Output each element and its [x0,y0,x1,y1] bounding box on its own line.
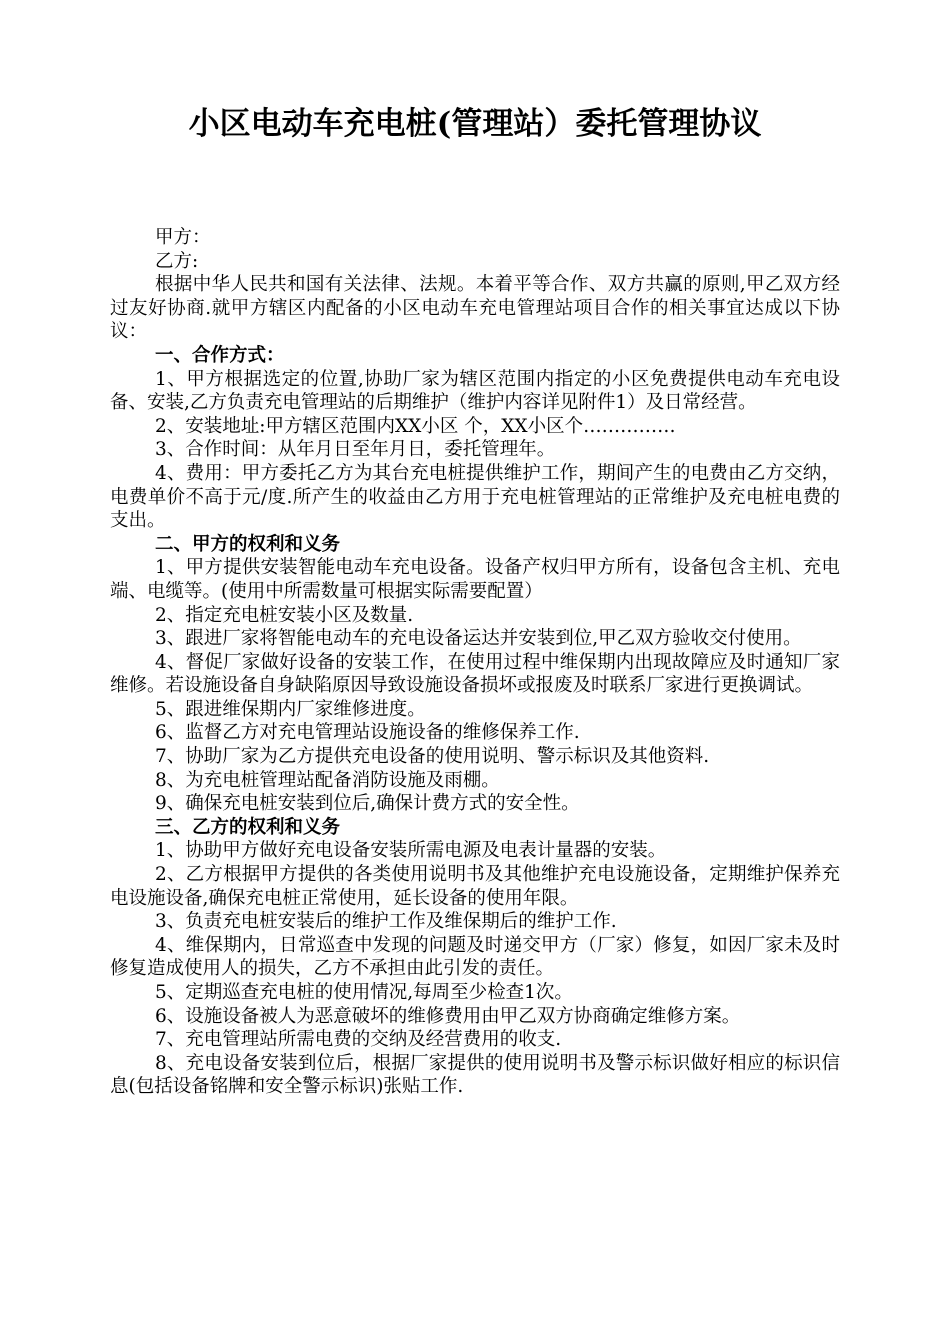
clause-paragraph: 2、乙方根据甲方提供的各类使用说明书及其他维护充电设施设备，定期维护保养充电设施设备,确保充电桩正常使用，延长设备的使用年限。 [110,864,840,909]
clause-paragraph: 2、指定充电桩安装小区及数量. [155,604,414,626]
clause-paragraph: 6、监督乙方对充电管理站设施设备的维修保养工作. [155,722,580,744]
section-heading-party-a: 二、甲方的权利和义务 [155,533,341,555]
document-title: 小区电动车充电桩(管理站）委托管理协议 [188,106,762,142]
clause-paragraph: 7、协助厂家为乙方提供充电设备的使用说明、警示标识及其他资料. [155,746,710,768]
clause-paragraph: 4、费用：甲方委托乙方为其台充电桩提供维护工作，期间产生的电费由乙方交纳，电费单价不高于元/度.所产生的收益由乙方用于充电桩管理站的正常维护及充电桩电费的支出。 [110,462,840,532]
clause-paragraph: 1、甲方根据选定的位置,协助厂家为辖区范围内指定的小区免费提供电动车充电设备、安装,乙方负责充电管理站的后期维护（维护内容详见附件1）及日常经营。 [110,368,840,414]
clause-paragraph: 1、协助甲方做好充电设备安装所需电源及电表计量器的安装。 [155,840,667,862]
clause-paragraph: 3、负责充电桩安装后的维护工作及维保期后的维护工作. [155,911,617,933]
section-heading-cooperation: 一、合作方式： [155,344,285,366]
clause-paragraph: 3、合作时间：从年月日至年月日，委托管理年。 [155,439,556,461]
clause-paragraph: 4、督促厂家做好设备的安装工作，在使用过程中维保期内出现故障应及时通知厂家维修。若设施设备自身缺陷原因导致设施设备损坏或报废及时联系厂家进行更换调试。 [110,651,840,697]
clause-paragraph: 5、定期巡查充电桩的使用情况,每周至少检查1次。 [155,982,573,1003]
party-a-line: 甲方： [155,227,211,248]
clause-paragraph: 8、为充电桩管理站配备消防设施及雨棚。 [155,769,500,791]
clause-paragraph: 4、维保期内，日常巡查中发现的问题及时递交甲方（厂家）修复，如因厂家未及时修复造成使用人的损失，乙方不承担由此引发的责任。 [110,934,840,980]
document-body [110,226,840,1099]
clause-paragraph: 6、设施设备被人为恶意破坏的维修费用由甲乙双方协商确定维修方案。 [155,1005,741,1027]
clause-paragraph: 8、充电设备安装到位后，根据厂家提供的使用说明书及警示标识做好相应的标识信息(包括设备铭牌和安全警示标识)张贴工作. [110,1052,840,1098]
preamble-paragraph: 根据中华人民共和国有关法律、法规。本着平等合作、双方共赢的原则,甲乙双方经过友好协商.就甲方辖区内配备的小区电动车充电管理站项目合作的相关事宜达成以下协议： [110,274,840,343]
clause-paragraph: 9、确保充电桩安装到位后,确保计费方式的安全性。 [155,793,580,815]
clause-paragraph: 2、安装地址:甲方辖区范围内XX小区 个，XX小区个…………… [155,415,676,437]
party-b-line: 乙方: [155,250,199,272]
clause-paragraph: 1、甲方提供安装智能电动车充电设备。设备产权归甲方所有，设备包含主机、充电端、电缆等。(使用中所需数量可根据实际需要配置） [110,557,840,602]
clause-paragraph: 3、跟进厂家将智能电动车的充电设备运达并安装到位,甲乙双方验收交付使用。 [155,628,802,650]
section-heading-party-b: 三、乙方的权利和义务 [155,816,341,838]
clause-paragraph: 7、充电管理站所需电费的交纳及经营费用的收支. [155,1029,562,1051]
clause-paragraph: 5、跟进维保期内厂家维修进度。 [155,698,426,720]
